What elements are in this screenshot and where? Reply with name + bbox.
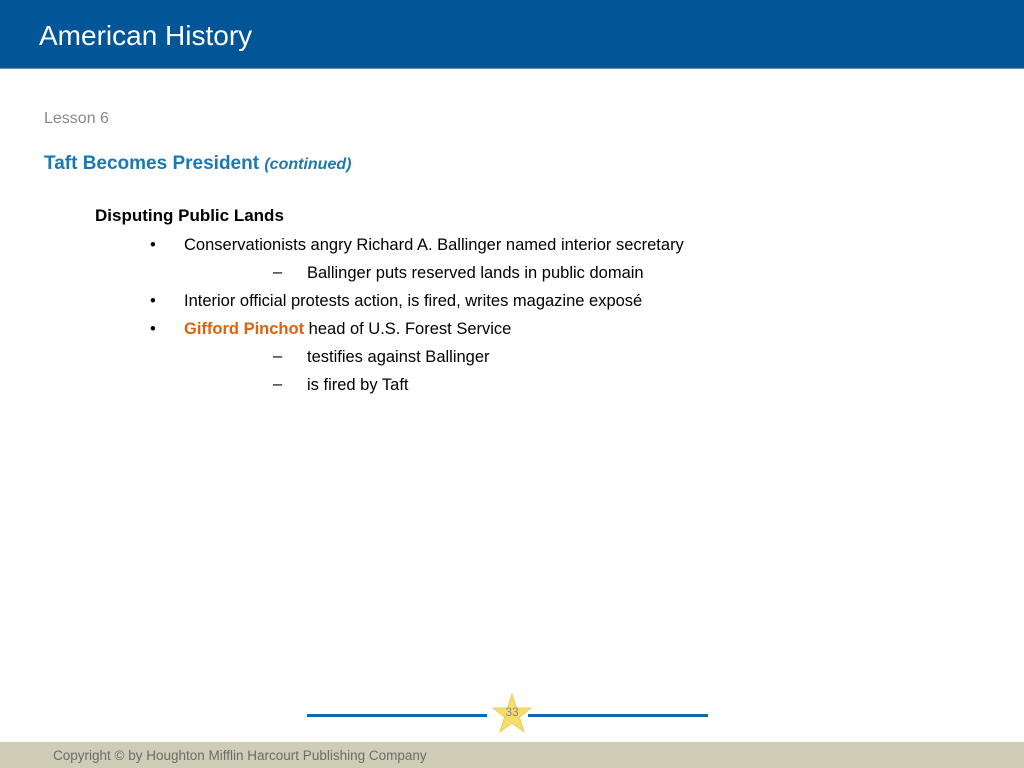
page-number-badge — [491, 693, 533, 735]
sub-bullet-item — [273, 374, 409, 396]
bullet-marker: • — [150, 320, 156, 338]
bullet-text: Conservationists angry Richard A. Ballinger named interior secretary — [184, 236, 684, 254]
dash-marker: – — [273, 263, 283, 281]
bullet-marker: • — [150, 292, 156, 310]
sub-bullet-item — [273, 262, 644, 284]
section-heading: Disputing Public Lands — [95, 206, 284, 225]
page-number: 33 — [505, 705, 519, 719]
footer-divider-right — [528, 714, 708, 717]
header-bar — [0, 0, 1024, 69]
bullet-item — [150, 290, 643, 312]
slide-title-main: Taft Becomes President — [44, 153, 260, 174]
sub-bullet-item — [273, 346, 490, 368]
footer-bar — [0, 742, 1024, 768]
course-title: American History — [39, 20, 253, 51]
slide-title-suffix: (continued) — [264, 156, 352, 173]
slide-title — [44, 153, 351, 175]
sub-bullet-text: Ballinger puts reserved lands in public domain — [307, 264, 644, 282]
highlighted-name: Gifford Pinchot — [184, 320, 305, 338]
bullet-text: head of U.S. Forest Service — [304, 320, 512, 338]
dash-marker: – — [273, 375, 283, 393]
bullet-item — [150, 318, 512, 340]
bullet-marker: • — [150, 236, 156, 254]
footer-divider-left — [307, 714, 487, 717]
sub-bullet-text: testifies against Ballinger — [307, 348, 490, 366]
bullet-item — [150, 234, 684, 256]
sub-bullet-text: is fired by Taft — [307, 376, 409, 394]
dash-marker: – — [273, 347, 283, 365]
lesson-label: Lesson 6 — [44, 110, 109, 127]
bullet-text: Interior official protests action, is fired, writes magazine exposé — [184, 292, 643, 310]
copyright-text: Copyright © by Houghton Mifflin Harcourt Publishing Company — [53, 748, 427, 763]
